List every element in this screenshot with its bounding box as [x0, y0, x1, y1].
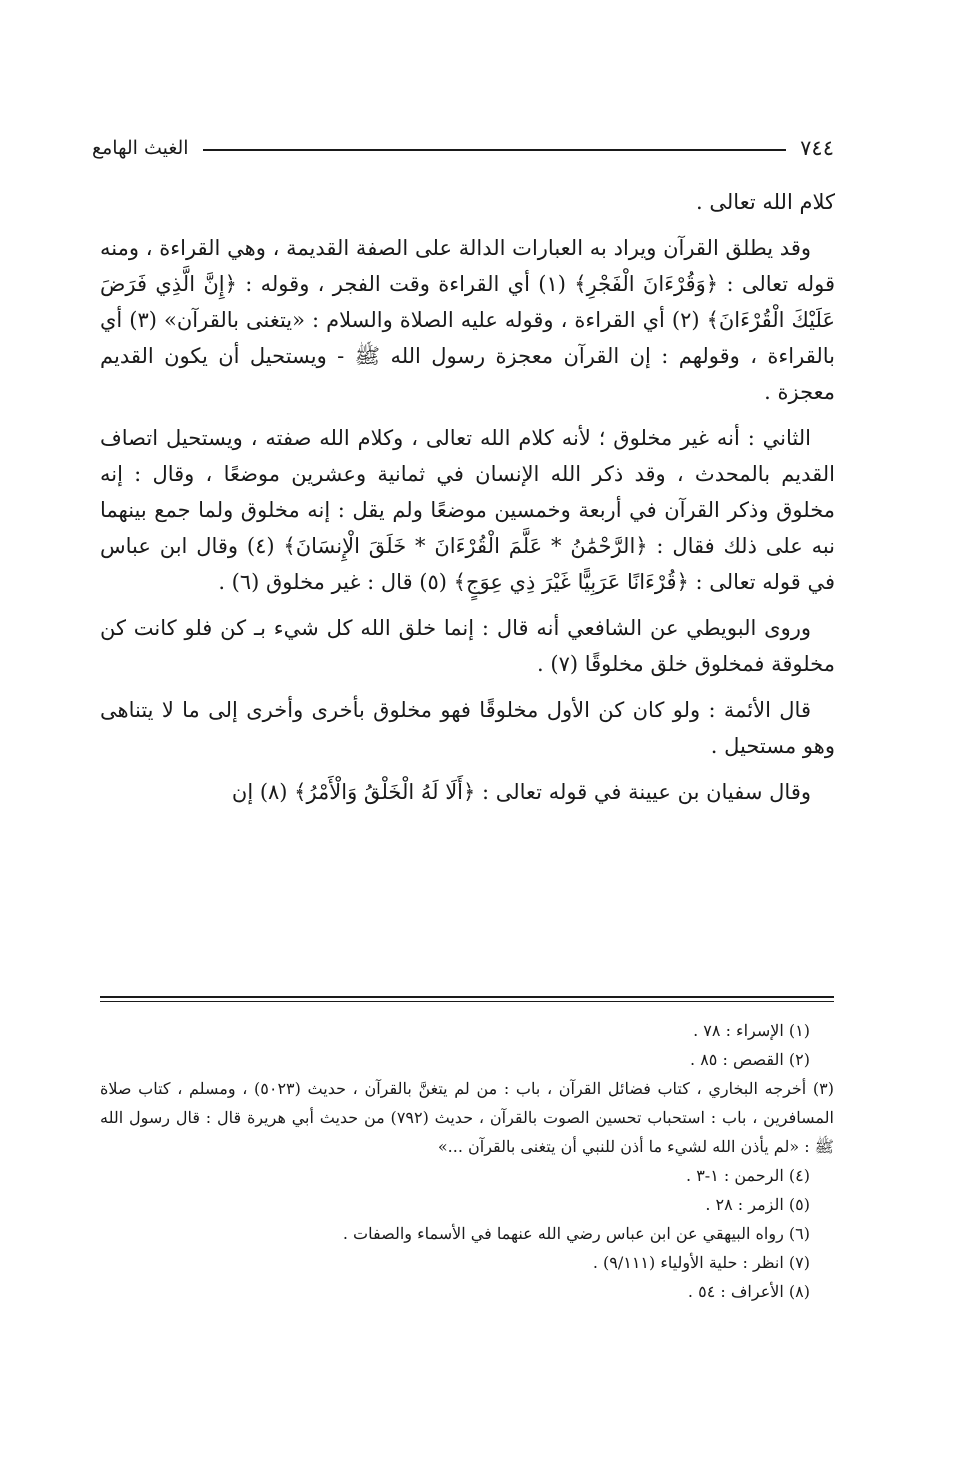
- footnote-separator: [100, 996, 834, 1002]
- footnote: (١) الإسراء : ٧٨ .: [693, 1021, 810, 1040]
- footnote: (٧) انظر : حلية الأولياء (٩/١١١) .: [592, 1253, 810, 1272]
- paragraph: قال الأئمة : ولو كان كن الأول مخلوقًا فهو مخلوق بأخرى وأخرى إلى ما لا يتناهى وهو مستحيل .: [100, 698, 835, 758]
- paragraph: وروى البويطي عن الشافعي أنه قال : إنما خلق الله كل شيء بـ كن فلو كانت كن مخلوقة فمخلوق خلق مخلوقًا (٧) .: [100, 616, 835, 676]
- footnote: (٨) الأعراف : ٥٤ .: [687, 1282, 810, 1301]
- paragraph: وقد يطلق القرآن ويراد به العبارات الدالة على الصفة القديمة ، وهي القراءة ، ومنه قوله تعالى : ﴿وَقُرْءَانَ الْفَجْرِ﴾ (١) أي القراءة وقت الفجر ، وقوله : ﴿إِنَّ الَّذِي فَرَضَ عَلَيْكَ الْقُرْءَانَ﴾ (٢) أي القراءة ، وقوله عليه الصلاة والسلام : «يتغنى بالقرآن» (٣) أي بالقراءة ، وقولهم : إن القرآن معجزة رسول الله ﷺ - ويستحيل أن يكون القديم معجزة .: [100, 236, 835, 404]
- paragraph: الثاني : أنه غير مخلوق ؛ لأنه كلام الله تعالى ، وكلام الله صفته ، ويستحيل اتصاف القديم بالمحدث ، وقد ذكر الله الإنسان في ثمانية وعشرين موضعًا ، وقال : إنه مخلوق وذكر القرآن في أربعة وخمسين موضعًا ولم يقل : إنه مخلوق ولما جمع بينهما نبه على ذلك فقال : ﴿الرَّحْمَٰنُ * عَلَّمَ الْقُرْءَانَ * خَلَقَ الْإِنسَانَ﴾ (٤) وقال ابن عباس في قوله تعالى : ﴿قُرْءَانًا عَرَبِيًّا غَيْرَ ذِي عِوَجٍ﴾ (٥) قال : غير مخلوق (٦) .: [100, 426, 836, 594]
- paragraph: كلام الله تعالى .: [696, 190, 835, 214]
- footnote: (٥) الزمر : ٢٨ .: [705, 1195, 810, 1214]
- footnote: (٣) أخرجه البخاري ، كتاب فضائل القرآن ، باب : من لم يتغنَّ بالقرآن ، حديث (٥٠٢٣) ، ومسلم ، كتاب صلاة المسافرين ، باب : استحباب تحسين الصوت بالقرآن ، حديث (٧٩٢) من حديث أبي هريرة قال : قال رسول الله ﷺ : «لم يأذن الله لشيء ما أذن للنبي أن يتغنى بالقرآن ...»: [100, 1079, 835, 1156]
- running-header: [92, 128, 834, 168]
- main-text: [100, 184, 835, 820]
- book-title: الغيث الهامع: [92, 137, 189, 159]
- footnote: (٦) رواه البيهقي عن ابن عباس رضي الله عنهما في الأسماء والصفات .: [342, 1224, 810, 1243]
- header-rule: [203, 149, 787, 151]
- footnote: (٢) القصص : ٨٥ .: [690, 1050, 810, 1069]
- footnotes: [100, 1016, 834, 1306]
- paragraph: وقال سفيان بن عيينة في قوله تعالى : ﴿أَلَا لَهُ الْخَلْقُ وَالْأَمْرُ﴾ (٨) إن: [231, 780, 811, 804]
- footnote: (٤) الرحمن : ١-٣ .: [686, 1166, 810, 1185]
- page-number: ٧٤٤: [800, 136, 834, 160]
